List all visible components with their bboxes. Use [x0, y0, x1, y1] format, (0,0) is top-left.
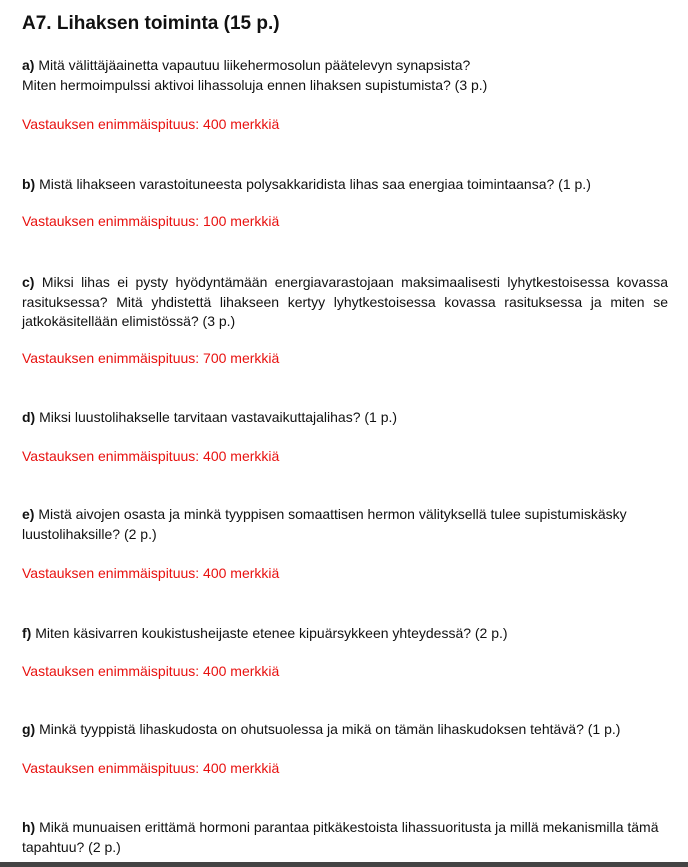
- question-letter: d): [22, 409, 36, 425]
- question-text: Mistä aivojen osasta ja minkä tyyppisen somaattisen hermon välityksellä tulee supistumiskäsky luustolihaksille? (2 p.): [22, 506, 627, 542]
- question-text: Mikä munuaisen erittämä hormoni parantaa pitkäkestoista lihassuoritusta ja millä mekanismilla tämä tapahtuu? (2 p.): [22, 819, 659, 855]
- question-letter: f): [22, 625, 32, 641]
- question-letter: b): [22, 176, 36, 192]
- question-text: Mistä lihakseen varastoituneesta polysakkaridista lihas saa energiaa toimintaansa? (1 p.): [39, 176, 591, 192]
- answer-length-limit: Vastauksen enimmäispituus: 400 merkkiä: [22, 663, 280, 679]
- question-text-line: Mitä välittäjäainetta vapautuu liikehermosolun päätelevyn synapsista?: [38, 57, 471, 73]
- question-d: [22, 408, 668, 428]
- page-title: A7. Lihaksen toiminta (15 p.): [22, 13, 280, 34]
- question-a: [22, 56, 668, 95]
- question-g: [22, 720, 668, 740]
- answer-length-limit: Vastauksen enimmäispituus: 400 merkkiä: [22, 565, 280, 581]
- question-b: [22, 175, 668, 195]
- question-text-line: Miten hermoimpulssi aktivoi lihassoluja ennen lihaksen supistumista? (3 p.): [22, 76, 488, 93]
- answer-length-limit: Vastauksen enimmäispituus: 700 merkkiä: [22, 350, 280, 366]
- question-letter: e): [22, 506, 35, 522]
- bottom-border: [0, 862, 688, 867]
- answer-length-limit: Vastauksen enimmäispituus: 400 merkkiä: [22, 760, 280, 776]
- question-text: Miksi luustolihakselle tarvitaan vastavaikuttajalihas? (1 p.): [39, 409, 398, 425]
- question-letter: h): [22, 819, 36, 835]
- question-text: Miksi lihas ei pysty hyödyntämään energiavarastojaan maksimaalisesti lyhytkestoisessa kovassa rasituksessa? Mitä yhdistettä lihakseen kertyy lyhytkestoisessa kovassa rasituksessa ja miten se jatkokäsitellään elimistössä? (3 p.): [22, 274, 668, 329]
- question-text: Minkä tyyppistä lihaskudosta on ohutsuolessa ja mikä on tämän lihaskudoksen tehtävä? (1 p.): [39, 721, 621, 737]
- answer-length-limit: Vastauksen enimmäispituus: 400 merkkiä: [22, 116, 280, 132]
- question-text: Miten käsivarren koukistusheijaste etenee kipuärsykkeen yhteydessä? (2 p.): [35, 625, 508, 641]
- question-f: [22, 624, 668, 644]
- answer-length-limit: Vastauksen enimmäispituus: 400 merkkiä: [22, 448, 280, 464]
- question-e: [22, 505, 668, 544]
- question-letter: a): [22, 57, 35, 73]
- answer-length-limit: Vastauksen enimmäispituus: 100 merkkiä: [22, 213, 280, 229]
- question-letter: c): [22, 274, 35, 290]
- question-c: [22, 273, 668, 332]
- question-letter: g): [22, 721, 36, 737]
- question-h: [22, 818, 668, 857]
